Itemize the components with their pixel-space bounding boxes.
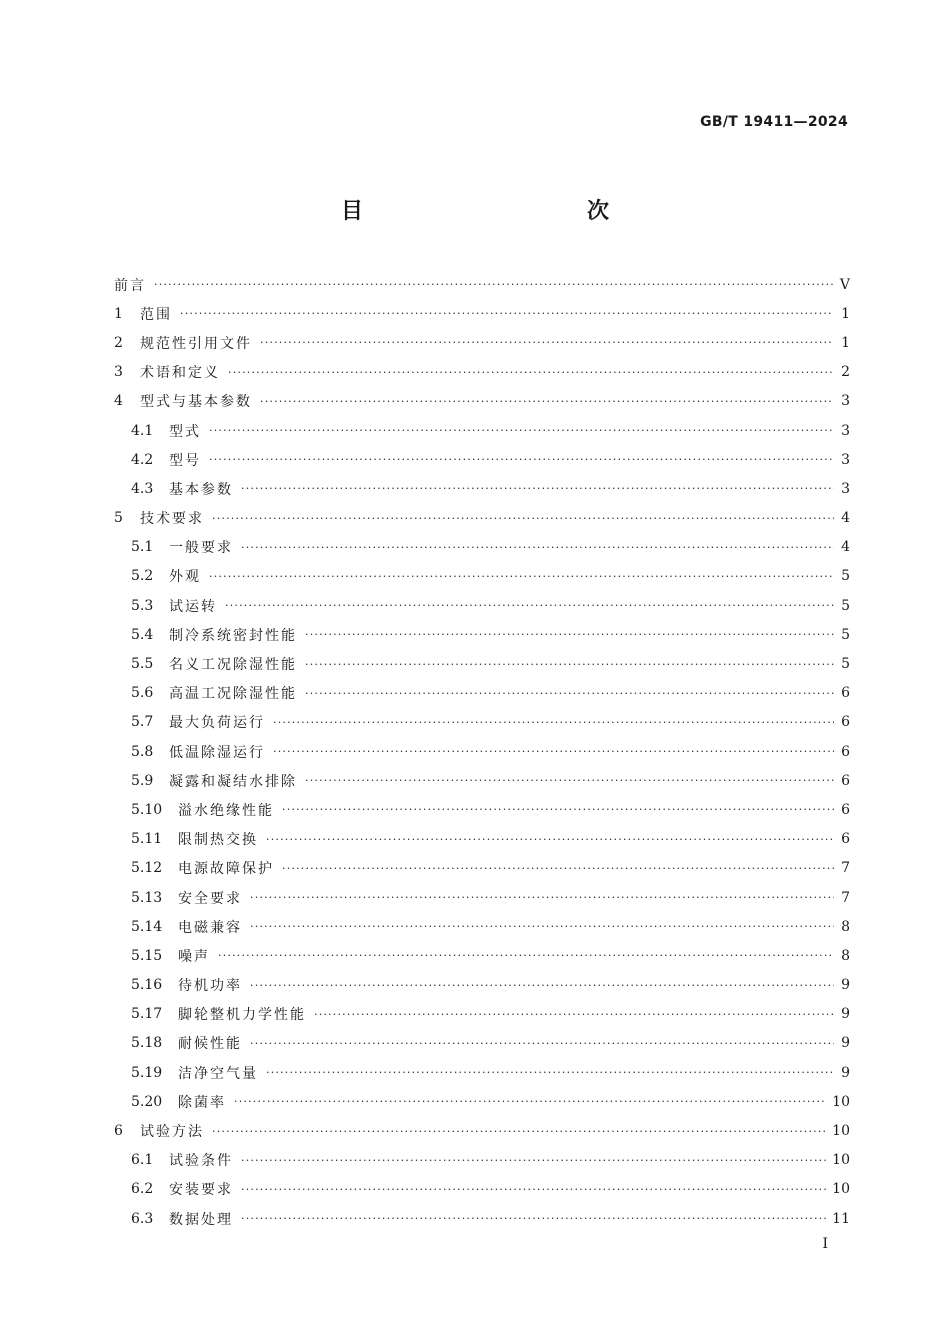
dot-leader (282, 803, 834, 816)
dot-leader (225, 599, 834, 612)
toc-entry-page: 11 (832, 1210, 850, 1227)
toc-entry-page: 6 (841, 801, 850, 818)
toc-entry-title: 溢水绝缘性能 (178, 802, 274, 819)
toc-entry[interactable] (114, 533, 850, 562)
toc-entry-page: 6 (841, 714, 850, 731)
toc-entry[interactable] (114, 416, 850, 445)
toc-entry-title: 试验条件 (169, 1153, 233, 1170)
dot-leader (241, 482, 834, 495)
toc-entry-number: 6.2 (131, 1181, 154, 1198)
dot-leader (234, 1095, 826, 1108)
toc-entry-title: 规范性引用文件 (140, 335, 252, 352)
toc-entry-number: 5.20 (131, 1093, 163, 1110)
toc-entry-number: 5.18 (131, 1035, 163, 1052)
toc-entry-page: 8 (841, 918, 850, 935)
dot-leader (305, 658, 834, 671)
toc-entry-number: 4.1 (131, 422, 154, 439)
toc-entry-title: 型号 (169, 452, 201, 469)
toc-entry-number: 5.2 (131, 568, 154, 585)
toc-entry-title: 试验方法 (140, 1124, 204, 1141)
toc-entry-number: 5.14 (131, 918, 163, 935)
toc-entry-page: 6 (841, 831, 850, 848)
toc-entry-title: 基本参数 (169, 481, 233, 498)
toc-entry-number: 3 (114, 364, 123, 381)
dot-leader (241, 1183, 826, 1196)
toc-entry-title: 前言 (114, 277, 146, 294)
toc-entry-title: 制冷系统密封性能 (169, 627, 297, 644)
toc-entry-title: 安装要求 (169, 1182, 233, 1199)
toc-entry-title: 型式与基本参数 (140, 394, 252, 411)
toc-entry[interactable] (114, 620, 850, 649)
toc-entry-page: 9 (841, 977, 850, 994)
toc-entry-number: 5.9 (131, 772, 154, 789)
toc-entry[interactable] (114, 387, 850, 416)
toc-entry-page: 1 (841, 334, 850, 351)
toc-entry-number: 5.6 (131, 685, 154, 702)
toc-entry[interactable] (114, 912, 850, 941)
toc-entry-title: 试运转 (169, 598, 217, 615)
toc-entry[interactable] (114, 1029, 850, 1058)
dot-leader (218, 949, 834, 962)
toc-entry[interactable] (114, 679, 850, 708)
toc-entry[interactable] (114, 1146, 850, 1175)
toc-entry-title: 高温工况除湿性能 (169, 686, 297, 703)
toc-entry-number: 5.15 (131, 947, 163, 964)
toc-entry[interactable] (114, 883, 850, 912)
toc-entry[interactable] (114, 358, 850, 387)
dot-leader (209, 570, 834, 583)
toc-entry-page: 10 (832, 1152, 850, 1169)
toc-entry[interactable] (114, 270, 850, 299)
toc-entry-number: 2 (114, 334, 123, 351)
toc-entry-title: 噪声 (178, 948, 210, 965)
toc-entry-page: V (839, 276, 850, 293)
toc-entry-page: 9 (841, 1006, 850, 1023)
dot-leader (282, 862, 834, 875)
toc-entry-number: 5.10 (131, 801, 163, 818)
toc-entry-page: 1 (841, 305, 850, 322)
toc-entry-number: 5.16 (131, 977, 163, 994)
toc-entry-title: 安全要求 (178, 890, 242, 907)
toc-entry-number: 5.11 (131, 831, 163, 848)
toc-entry[interactable] (114, 1116, 850, 1145)
toc-entry-title: 术语和定义 (140, 365, 220, 382)
dot-leader (273, 716, 834, 729)
toc-entry-title: 待机功率 (178, 978, 242, 995)
dot-leader (250, 979, 834, 992)
toc-entry-page: 10 (832, 1181, 850, 1198)
toc-entry-number: 4.2 (131, 451, 154, 468)
dot-leader (314, 1008, 834, 1021)
table-of-contents (114, 270, 850, 1233)
toc-entry-title: 凝露和凝结水排除 (169, 773, 297, 790)
toc-entry[interactable] (114, 562, 850, 591)
toc-entry-page: 6 (841, 772, 850, 789)
dot-leader (260, 395, 834, 408)
toc-entry-title: 技术要求 (140, 511, 204, 528)
toc-entry[interactable] (114, 474, 850, 503)
dot-leader (266, 833, 834, 846)
toc-entry-title: 洁净空气量 (178, 1065, 258, 1082)
toc-entry-title: 名义工况除湿性能 (169, 657, 297, 674)
toc-entry[interactable] (114, 445, 850, 474)
toc-entry-number: 5.7 (131, 714, 154, 731)
dot-leader (305, 628, 834, 641)
toc-entry-title: 范围 (140, 306, 172, 323)
dot-leader (228, 366, 834, 379)
dot-leader (250, 920, 834, 933)
toc-entry-number: 5.13 (131, 889, 163, 906)
dot-leader (154, 278, 834, 291)
toc-entry-page: 3 (841, 480, 850, 497)
toc-entry-page: 4 (841, 539, 850, 556)
dot-leader (180, 307, 834, 320)
toc-entry[interactable] (114, 1175, 850, 1204)
dot-leader (212, 1125, 826, 1138)
dot-leader (212, 512, 834, 525)
toc-entry[interactable] (114, 1000, 850, 1029)
toc-entry-title: 数据处理 (169, 1211, 233, 1228)
toc-entry-title: 除菌率 (178, 1094, 226, 1111)
toc-entry[interactable] (114, 795, 850, 824)
toc-entry-number: 5.17 (131, 1006, 163, 1023)
toc-entry-title: 脚轮整机力学性能 (178, 1007, 306, 1024)
toc-entry-number: 5.12 (131, 860, 163, 877)
toc-entry-number: 6.3 (131, 1210, 154, 1227)
toc-entry-number: 1 (114, 305, 123, 322)
toc-entry-title: 耐候性能 (178, 1036, 242, 1053)
toc-entry-number: 6 (114, 1123, 123, 1140)
toc-entry-title: 电源故障保护 (178, 861, 274, 878)
toc-entry-number: 5 (114, 510, 123, 527)
toc-entry[interactable] (114, 1087, 850, 1116)
toc-entry-page: 5 (841, 626, 850, 643)
toc-entry-page: 7 (841, 860, 850, 877)
standard-number: GB/T 19411—2024 (700, 114, 848, 130)
toc-entry-number: 5.1 (131, 539, 154, 556)
toc-entry-title: 型式 (169, 423, 201, 440)
toc-entry-page: 10 (832, 1093, 850, 1110)
toc-entry-title: 电磁兼容 (178, 919, 242, 936)
toc-entry-number: 5.8 (131, 743, 154, 760)
toc-entry-page: 6 (841, 743, 850, 760)
toc-entry[interactable] (114, 941, 850, 970)
toc-entry[interactable] (114, 854, 850, 883)
toc-entry-page: 10 (832, 1123, 850, 1140)
toc-entry-number: 4 (114, 393, 123, 410)
toc-entry-page: 2 (841, 364, 850, 381)
dot-leader (241, 1154, 826, 1167)
toc-entry-number: 6.1 (131, 1152, 154, 1169)
dot-leader (250, 1037, 834, 1050)
toc-entry[interactable] (114, 825, 850, 854)
toc-entry-page: 9 (841, 1035, 850, 1052)
toc-entry-page: 6 (841, 685, 850, 702)
toc-entry-title: 低温除湿运行 (169, 744, 265, 761)
toc-entry[interactable] (114, 299, 850, 328)
toc-entry[interactable] (114, 504, 850, 533)
dot-leader (260, 336, 834, 349)
toc-entry-number: 4.3 (131, 480, 154, 497)
toc-entry-page: 3 (841, 422, 850, 439)
toc-entry-page: 5 (841, 597, 850, 614)
toc-entry-title: 外观 (169, 569, 201, 586)
toc-entry-page: 3 (841, 393, 850, 410)
dot-leader (241, 1212, 826, 1225)
toc-entry-number: 5.5 (131, 656, 154, 673)
toc-entry-page: 7 (841, 889, 850, 906)
toc-entry-page: 8 (841, 947, 850, 964)
dot-leader (305, 774, 834, 787)
toc-entry-title: 一般要求 (169, 540, 233, 557)
toc-entry-page: 5 (841, 656, 850, 673)
dot-leader (305, 687, 834, 700)
dot-leader (273, 745, 834, 758)
page-folio: I (822, 1236, 828, 1252)
toc-entry[interactable] (114, 649, 850, 678)
dot-leader (209, 453, 834, 466)
toc-entry-number: 5.3 (131, 597, 154, 614)
toc-entry[interactable] (114, 1058, 850, 1087)
toc-entry[interactable] (114, 328, 850, 357)
dot-leader (241, 541, 834, 554)
toc-entry-title: 限制热交换 (178, 832, 258, 849)
toc-entry-number: 5.4 (131, 626, 154, 643)
toc-entry[interactable] (114, 737, 850, 766)
toc-entry-page: 3 (841, 451, 850, 468)
toc-entry[interactable] (114, 708, 850, 737)
toc-entry-page: 9 (841, 1064, 850, 1081)
toc-entry[interactable] (114, 591, 850, 620)
dot-leader (250, 891, 834, 904)
toc-entry-number: 5.19 (131, 1064, 163, 1081)
toc-entry-title: 最大负荷运行 (169, 715, 265, 732)
dot-leader (266, 1066, 834, 1079)
toc-title: 目 次 (340, 199, 669, 224)
toc-entry[interactable] (114, 971, 850, 1000)
dot-leader (209, 424, 834, 437)
toc-entry[interactable] (114, 1204, 850, 1233)
toc-entry[interactable] (114, 766, 850, 795)
toc-entry-page: 4 (841, 510, 850, 527)
toc-entry-page: 5 (841, 568, 850, 585)
